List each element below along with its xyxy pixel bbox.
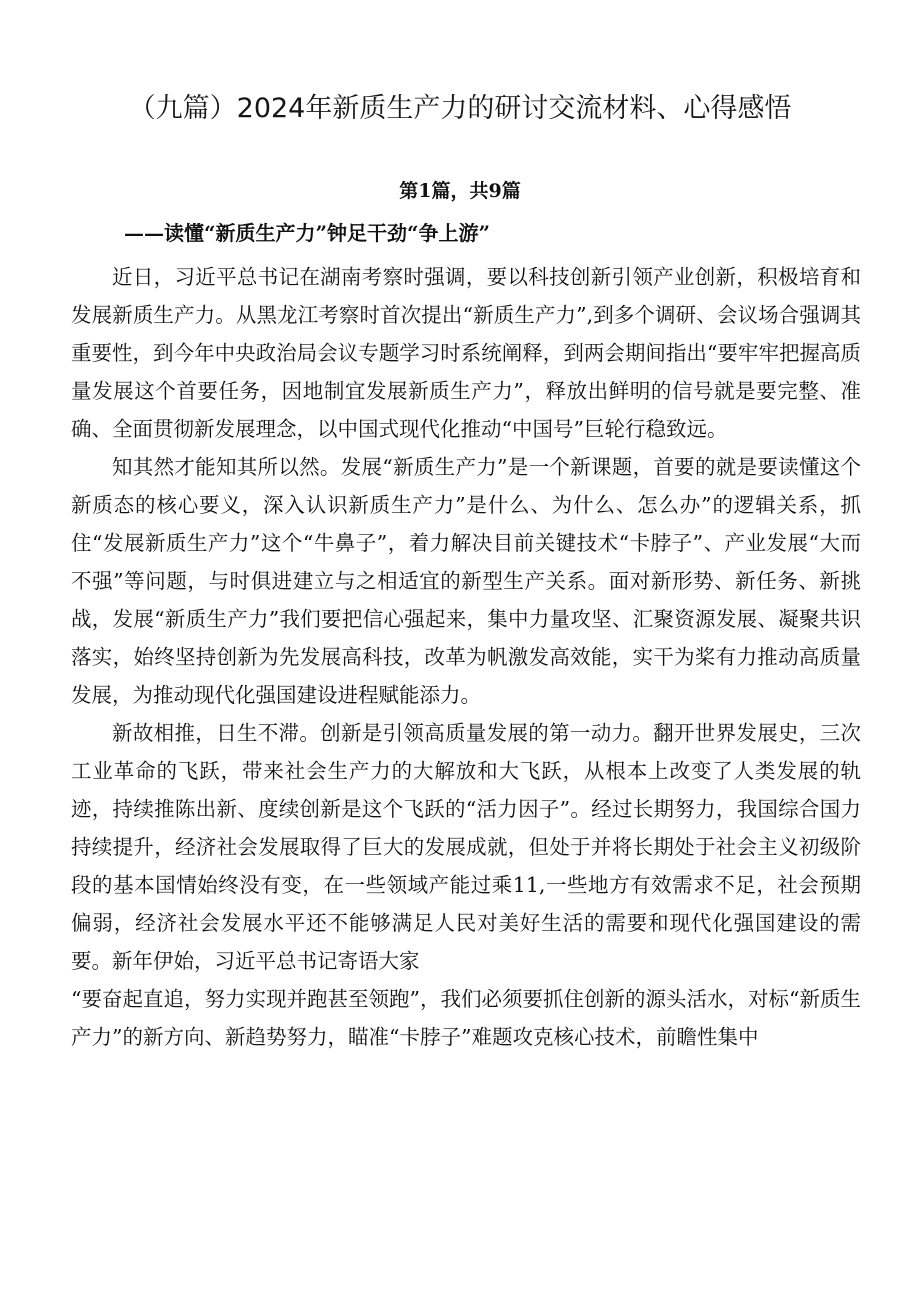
article-subtitle: ——读懂“新质生产力”钟足干劲“争上游”	[124, 221, 491, 245]
paragraph-4: “要奋起直追，努力实现并跑甚至领跑”，我们必须要抓住创新的源头活水，对标“新质生产力”的新方向、新趋势努力，瞄准“卡脖子”难题攻克核心技术，前瞻性集中	[71, 987, 861, 1049]
document-title: （九篇）2024年新质生产力的研讨交流材料、心得感悟	[128, 93, 792, 124]
article-body	[71, 258, 861, 1056]
paragraph-3: 新故相推，日生不滞。创新是引领高质量发展的第一动力。翻开世界发展史，三次工业革命的飞跃，带来社会生产力的大解放和大飞跃，从根本上改变了人类发展的轨迹，持续推陈出新、度续创新是这个飞跃的“活力因子”。经过长期努力，我国综合国力持续提升，经济社会发展取得了巨大的发展成就，但处于并将长期处于社会主义初级阶段的基本国情始终没有变，在一些领域产能过乘11,一些地方有效需求不足，社会预期偏弱，经济社会发展水平还不能够满足人民对美好生活的需要和现代化强国建设的需要。新年伊始，习近平总书记寄语大家	[71, 721, 861, 973]
part-label: 第1篇，共9篇	[399, 180, 521, 202]
paragraph-1: 近日，习近平总书记在湖南考察时强调，要以科技创新引领产业创新，积极培育和发展新质生产力。从黑龙江考察时首次提出“新质生产力”,到多个调研、会议场合强调其重要性，到今年中央政治局会议专题学习时系统阐释，到两会期间指出“要牢牢把握高质量发展这个首要任务，因地制宜发展新质生产力”，释放出鲜明的信号就是要完整、准确、全面贯彻新发展理念，以中国式现代化推动“中国号”巨轮行稳致远。	[71, 265, 861, 441]
paragraph-2: 知其然才能知其所以然。发展“新质生产力”是一个新课题，首要的就是要读懂这个新质态的核心要义，深入认识新质生产力”是什么、为什么、怎么办”的逻辑关系，抓住“发展新质生产力”这个“牛鼻子”，着力解决目前关键技术“卡脖子”、产业发展“大而不强”等问题，与时俱进建立与之相适宜的新型生产关系。面对新形势、新任务、新挑战，发展“新质生产力”我们要把信心强起来，集中力量攻坚、汇聚资源发展、凝聚共识落实，始终坚持创新为先发展高科技，改革为帆激发高效能，实干为桨有力推动高质量发展，为推动现代化强国建设进程赋能添力。	[71, 455, 861, 707]
